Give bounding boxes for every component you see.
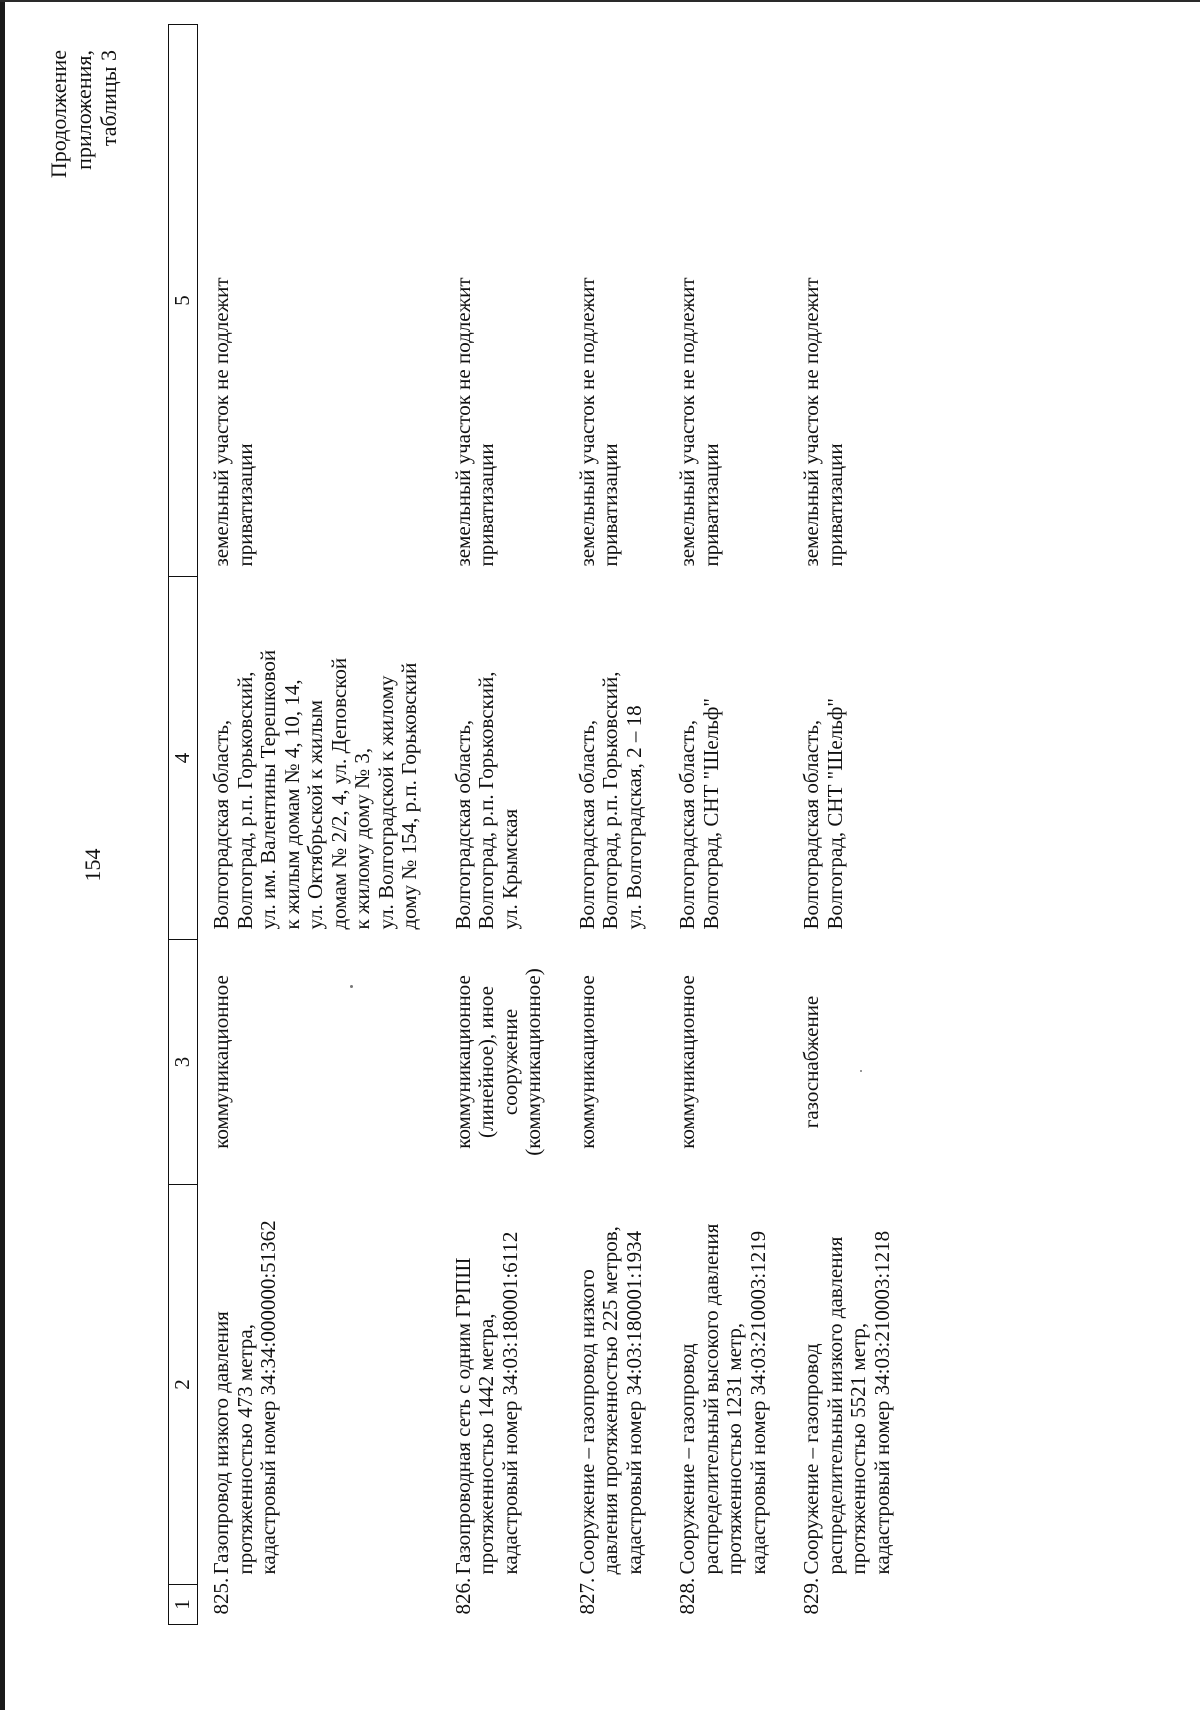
note-line: приватизации	[598, 443, 622, 567]
note-line: земельный участок не подлежит	[450, 277, 475, 567]
address-line: Волгоградская область,	[209, 719, 233, 930]
row-number: 826.	[450, 1577, 475, 1615]
column-header-5: 5	[169, 25, 198, 577]
address-line: Волгоградская область,	[574, 719, 599, 930]
object-line: протяженностью 5521 метр,	[846, 1322, 870, 1575]
property-table	[168, 24, 912, 1625]
object-line: Сооружение – газопровод	[799, 1343, 823, 1575]
object-cell	[564, 1185, 665, 1585]
note-line: приватизации	[698, 443, 723, 567]
row-number: 828.	[675, 1577, 699, 1615]
table-row	[788, 25, 912, 1625]
table-row	[664, 25, 788, 1625]
address-line: Волгоград, р.п. Горьковский,	[474, 671, 498, 930]
purpose-line: (линейное), иное	[474, 986, 498, 1138]
object-line: кадастровый номер 34:03:210003:1219	[745, 1230, 770, 1575]
note-line: земельный участок не подлежит	[574, 277, 599, 567]
purpose-cell	[564, 940, 665, 1185]
purpose-line: коммуникационное	[209, 975, 233, 1149]
table-row	[198, 25, 440, 1625]
purpose-line: коммуникационное	[675, 975, 699, 1149]
address-line: ул. Волгоградская, 2 – 18	[621, 705, 646, 930]
table-row	[564, 25, 665, 1625]
address-line: Волгоградская область,	[450, 719, 475, 930]
row-number: 829.	[799, 1577, 823, 1615]
address-line: к жилому дому № 3,	[350, 747, 374, 930]
address-cell	[564, 577, 665, 940]
object-line: протяженностью 1231 метр,	[722, 1322, 746, 1575]
object-cell	[664, 1185, 788, 1585]
note-cell	[788, 25, 912, 577]
address-cell	[788, 577, 912, 940]
object-cell	[440, 1185, 564, 1585]
object-line: Газопровод низкого давления	[209, 1311, 233, 1575]
continuation-note	[46, 50, 121, 290]
column-header-3: 3	[169, 940, 198, 1185]
purpose-cell	[664, 940, 788, 1185]
purpose-line: газоснабжение	[799, 995, 823, 1129]
row-number: 825.	[209, 1577, 233, 1615]
object-cell	[198, 1185, 440, 1585]
table-row	[440, 25, 564, 1625]
note-line: приватизации	[474, 443, 498, 567]
address-line: ул. Крымская	[497, 808, 522, 930]
purpose-line: коммуникационное	[574, 975, 599, 1149]
object-line: Газопроводная сеть с одним ГРПШ	[450, 1257, 475, 1575]
object-line: протяженностью 473 метра,	[232, 1324, 257, 1575]
address-line: Волгоград, СНТ "Шельф"	[822, 698, 847, 930]
address-line: к жилым домам № 4, 10, 14,	[279, 679, 304, 930]
object-line: кадастровый номер 34:03:180001:1934	[621, 1230, 646, 1575]
note-cell	[198, 25, 440, 577]
address-line: Волгоградская область,	[799, 719, 823, 930]
purpose-line: (коммуникационное)	[521, 968, 545, 1156]
object-line: протяженностью 1442 метра,	[474, 1313, 498, 1575]
purpose-cell	[198, 940, 440, 1185]
address-line: домам № 2/2, 4, ул. Деповской	[326, 657, 351, 930]
row-number: 827.	[574, 1577, 599, 1615]
note-cell	[440, 25, 564, 577]
object-line: Сооружение – газопровод	[675, 1343, 699, 1575]
purpose-cell	[788, 940, 912, 1185]
address-line: ул. им. Валентины Терешковой	[256, 649, 280, 930]
address-cell	[440, 577, 564, 940]
note-cell	[664, 25, 788, 577]
address-cell	[664, 577, 788, 940]
object-line: давления протяженностью 225 метров,	[598, 1226, 622, 1575]
object-line: распределительный высокого давления	[698, 1223, 723, 1575]
address-line: дому № 154, р.п. Горьковский	[397, 662, 421, 930]
object-cell	[788, 1185, 912, 1585]
address-line: Волгоград, р.п. Горьковский,	[598, 671, 622, 930]
note-line: земельный участок не подлежит	[799, 277, 823, 567]
note-line: земельный участок не подлежит	[209, 277, 233, 567]
object-line: Сооружение – газопровод низкого	[574, 1269, 599, 1575]
object-line: кадастровый номер 34:34:000000:51362	[256, 1220, 280, 1575]
purpose-line: коммуникационное	[450, 975, 475, 1149]
purpose-cell	[440, 940, 564, 1185]
address-line: Волгоградская область,	[675, 719, 699, 930]
page-number: 154	[80, 848, 105, 882]
note-line: приватизации	[822, 443, 847, 567]
address-line: Волгоград, СНТ "Шельф"	[698, 698, 723, 930]
note-line: приватизации	[232, 443, 257, 567]
object-line: распределительный низкого давления	[822, 1236, 847, 1575]
object-line: кадастровый номер 34:03:210003:1218	[869, 1230, 894, 1575]
note-cell	[564, 25, 665, 577]
column-number-row	[169, 25, 198, 1625]
note-line: земельный участок не подлежит	[675, 277, 699, 567]
address-line: ул. Волгоградской к жилому	[373, 675, 398, 930]
address-line: ул. Октябрьской к жилым	[303, 700, 327, 930]
address-cell	[198, 577, 440, 940]
continuation-line-2: таблицы 3	[96, 50, 121, 147]
column-header-4: 4	[169, 577, 198, 940]
object-line: кадастровый номер 34:03:180001:6112	[497, 1231, 522, 1575]
address-line: Волгоград, р.п. Горьковский,	[232, 671, 257, 930]
continuation-line-1: Продолжение приложения,	[46, 50, 96, 179]
purpose-line: сооружение	[497, 1008, 522, 1116]
column-header-1: 1	[169, 1585, 198, 1625]
column-header-2: 2	[169, 1185, 198, 1585]
